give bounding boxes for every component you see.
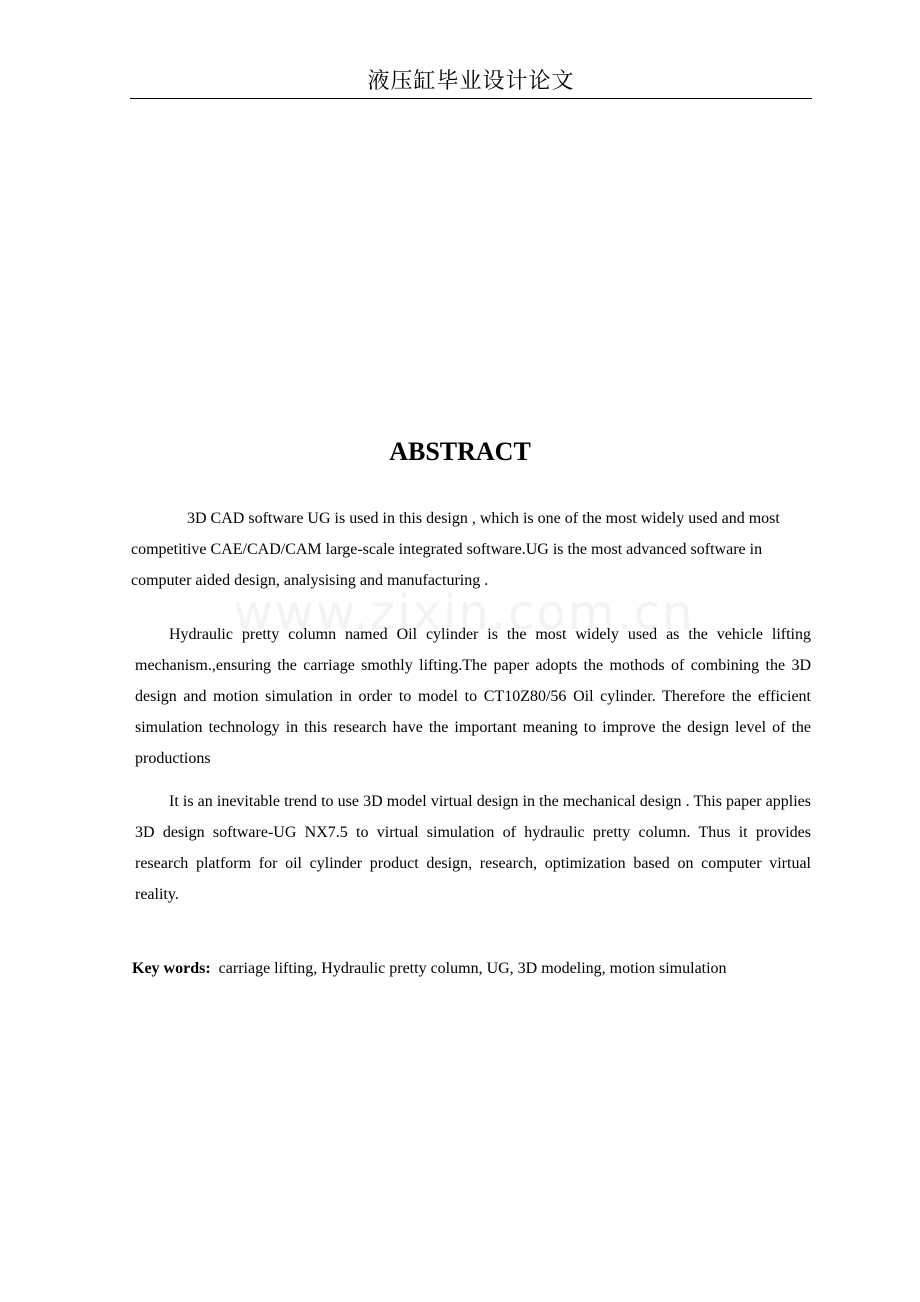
keywords: [132, 953, 811, 984]
abstract-paragraph-2: Hydraulic pretty column named Oil cylinder is the most widely used as the vehicle lifting mechanism.,ensuring the carriage smothly lifting.The paper adopts the mothods of combining the 3D design and motion simulation in order to model to CT10Z80/56 Oil cylinder. Therefore the efficient simulation technology in this research have the important meaning to improve the design level of the productions: [135, 626, 811, 767]
keywords-label: Key words:: [132, 960, 211, 977]
abstract-heading: ABSTRACT: [389, 437, 531, 466]
page-header: [130, 60, 812, 99]
abstract-paragraph-3: It is an inevitable trend to use 3D model virtual design in the mechanical design . This paper applies 3D design software-UG NX7.5 to virtual simulation of hydraulic pretty column. Thus it provides research platform for oil cylinder product design, research, optimization based on computer virtual reality.: [135, 793, 811, 903]
keywords-text: carriage lifting, Hydraulic pretty column, UG, 3D modeling, motion simulation: [218, 960, 727, 977]
abstract-paragraph-1: 3D CAD software UG is used in this design , which is one of the most widely used and most competitive CAE/CAD/CAM large-scale integrated software.UG is the most advanced software in computer aided design, analysising and manufacturing .: [131, 510, 780, 589]
header-title: 液压缸毕业设计论文: [367, 68, 575, 93]
